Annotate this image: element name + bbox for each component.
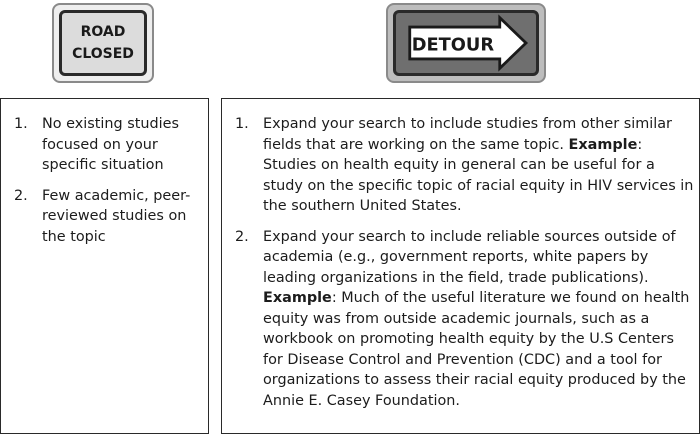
solutions-list [235, 114, 695, 421]
item-number: 1. [235, 116, 249, 132]
item-number: 2. [235, 228, 249, 245]
list-item [235, 227, 695, 412]
detour-sign-face [393, 10, 539, 76]
road-sign-line2: CLOSED [72, 46, 134, 62]
problems-box [0, 98, 209, 434]
item-text: Few academic, peer-reviewed studies on the topic [42, 187, 191, 245]
item-text: Expand your search to include studies from other similar fields that are working on the same topic. [263, 116, 672, 153]
list-item [14, 186, 204, 248]
solutions-box [221, 98, 700, 434]
problems-list [14, 114, 204, 257]
example-label: Example [263, 290, 332, 306]
example-text: : Studies on health equity in general can be useful for a study on the specific topic of racial equity in HIV services in the southern United States. [263, 136, 694, 214]
item-number: 1. [14, 116, 28, 132]
road-sign-line1: ROAD [80, 24, 126, 40]
road-closed-sign-face [59, 10, 147, 76]
detour-sign [386, 3, 546, 83]
item-text: No existing studies focused on your specific situation [42, 116, 179, 173]
detour-label: DETOUR [411, 34, 495, 56]
example-text: : Much of the useful literature we found on health equity was from outside academic journals, such as a workbook on promoting health equity by the U.S Centers for Disease Control and Prevention (CDC) and a tool for organizations to assess their racial equity produced by the Annie E. Casey Foundation. [263, 290, 690, 409]
item-text: Expand your search to include reliable sources outside of academia (e.g., government reports, white papers by leading organizations in the field, trade publications). [263, 228, 676, 286]
list-item [235, 114, 695, 217]
example-label: Example [568, 136, 638, 153]
road-closed-sign [52, 3, 154, 83]
list-item [14, 114, 204, 176]
item-number: 2. [14, 187, 28, 204]
right-arrow-icon [396, 13, 536, 73]
